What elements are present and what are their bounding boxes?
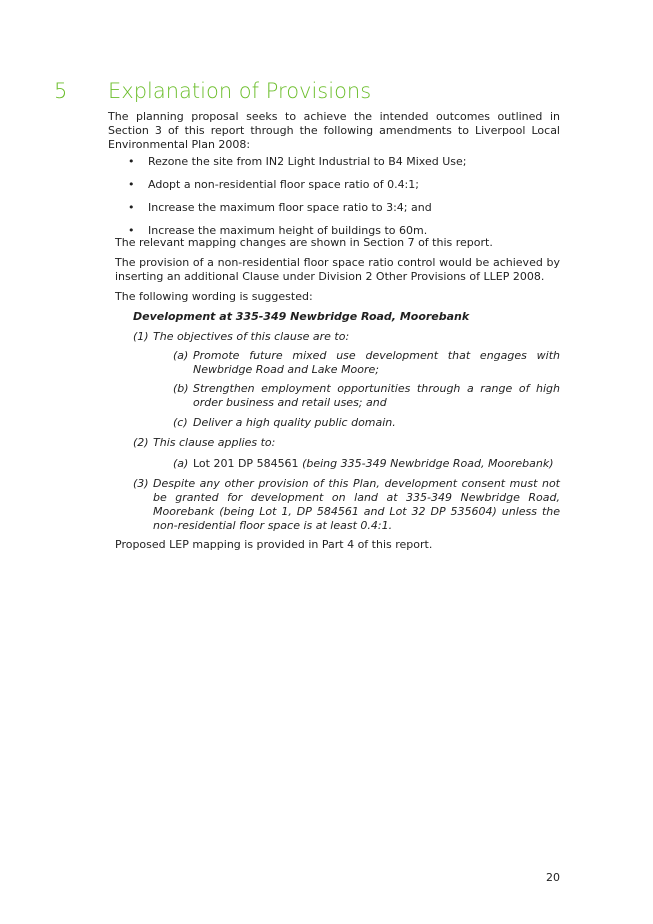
section-title: Explanation of Provisions	[108, 79, 372, 103]
clause-subitem-text: Promote future mixed use development that engages with Newbridge Road and Lake Moore;	[193, 349, 560, 376]
clause-item-label: (1)	[133, 330, 149, 343]
list-item	[128, 178, 568, 201]
bullet-icon: •	[128, 155, 135, 168]
list-item	[128, 201, 568, 224]
clause-subitem-label: (c)	[173, 416, 188, 429]
wording-intro-paragraph: The following wording is suggested:	[115, 290, 313, 303]
intro-paragraph: The planning proposal seeks to achieve the intended outcomes outlined in Section 3 of this report through the following amendments to Liverpool Local Environmental Plan 2008:	[108, 110, 560, 151]
clause-item-text: This clause applies to:	[153, 436, 276, 449]
provision-paragraph: The provision of a non-residential floor space ratio control would be achieved by inserting an additional Clause under Division 2 Other Provisions of LLEP 2008.	[115, 256, 560, 283]
address-reference: (being 335-349 Newbridge Road, Moorebank)	[302, 457, 554, 470]
clause-subitem-text: Strengthen employment opportunities through a range of high order business and retail uses; and	[193, 382, 560, 409]
amendments-list	[128, 155, 568, 247]
clause-subitem-text	[193, 457, 560, 471]
bullet-icon: •	[128, 224, 135, 237]
clause-subitem-text: Deliver a high quality public domain.	[193, 416, 396, 429]
page-number: 20	[546, 871, 560, 884]
list-item-text: Adopt a non-residential floor space ratio of 0.4:1;	[148, 178, 419, 191]
section-number: 5	[54, 79, 68, 103]
list-item-text: Increase the maximum floor space ratio to 3:4; and	[148, 201, 432, 214]
lot-reference: Lot 201 DP 584561	[193, 457, 299, 470]
clause-item-label: (2)	[133, 436, 149, 449]
mapping-changes-paragraph: The relevant mapping changes are shown in Section 7 of this report.	[115, 236, 493, 249]
list-item	[128, 155, 568, 178]
bullet-icon: •	[128, 178, 135, 191]
clause-item-text: Despite any other provision of this Plan, development consent must not be granted for development on land at 335-349 Newbridge Road, Moorebank (being Lot 1, DP 584561 and Lot 32 DP 535604) unless the non-residential floor space is at least 0.4:1.	[153, 477, 560, 532]
proposed-mapping-paragraph: Proposed LEP mapping is provided in Part 4 of this report.	[115, 538, 433, 551]
list-item-text: Increase the maximum height of buildings to 60m.	[148, 224, 428, 237]
clause-subitem-label: (a)	[173, 457, 189, 470]
clause-subitem-label: (a)	[173, 349, 189, 362]
clause-title: Development at 335-349 Newbridge Road, Moorebank	[133, 310, 470, 323]
clause-item-label: (3)	[133, 477, 149, 490]
bullet-icon: •	[128, 201, 135, 214]
clause-item-text: The objectives of this clause are to:	[153, 330, 350, 343]
clause-subitem-label: (b)	[173, 382, 189, 395]
list-item-text: Rezone the site from IN2 Light Industrial to B4 Mixed Use;	[148, 155, 467, 168]
